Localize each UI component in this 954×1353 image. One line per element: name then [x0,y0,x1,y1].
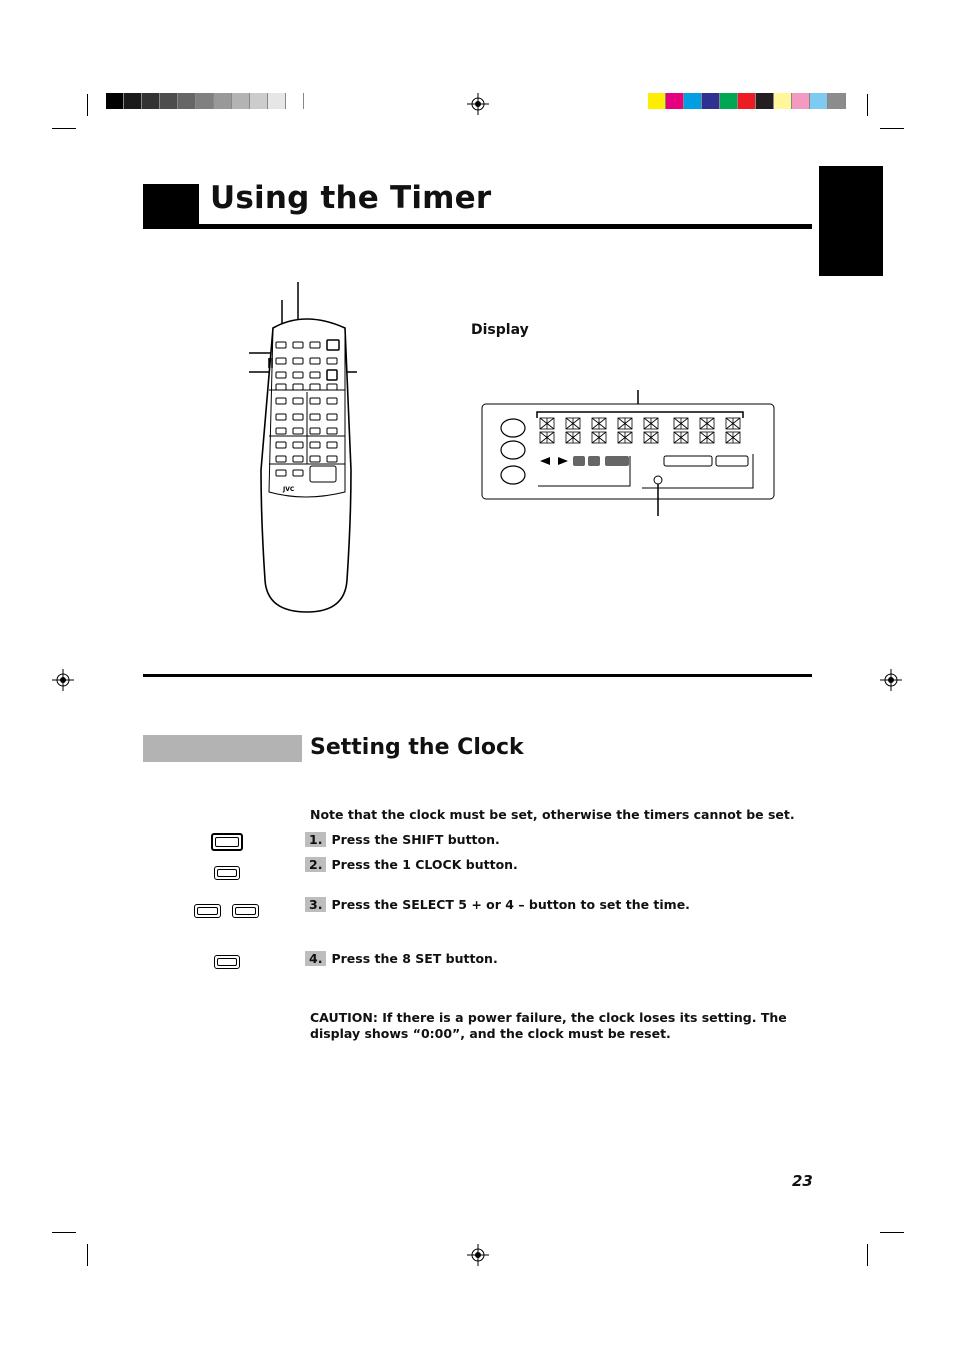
select-plus-button-icon [194,904,221,918]
section-title: Setting the Clock [310,735,524,760]
color-swatch [666,93,684,109]
registration-target-icon [880,669,902,691]
color-swatch [720,93,738,109]
step-number: 1. [305,832,326,847]
color-swatch [160,93,178,109]
title-rule [143,224,812,229]
color-swatch [142,93,160,109]
crop-mark [880,1232,904,1233]
color-swatch [214,93,232,109]
color-swatch [756,93,774,109]
color-swatch [196,93,214,109]
crop-mark [880,128,904,129]
step-number: 2. [305,857,326,872]
color-swatch [774,93,792,109]
display-panel-illustration [480,388,780,520]
color-swatch [702,93,720,109]
registration-target-icon [467,1244,489,1266]
step-number: 4. [305,951,326,966]
caution-note: CAUTION: If there is a power failure, the clock loses its setting. The display shows “0:00”, and the clock must be reset. [310,1010,787,1041]
step-text: Press the 1 CLOCK button. [331,857,518,872]
section-divider [143,674,812,677]
page-title: Using the Timer [210,180,492,216]
remote-control-illustration [245,280,360,620]
color-swatch [792,93,810,109]
section-title-block [143,735,302,762]
color-swatch [684,93,702,109]
grayscale-registration-bar [106,93,304,109]
color-swatch [124,93,142,109]
crop-mark [867,94,868,116]
step-number: 3. [305,897,326,912]
remote-brand-logo: JVC [283,486,295,493]
step-text: Press the SHIFT button. [331,832,500,847]
color-swatch [178,93,196,109]
color-swatch [738,93,756,109]
color-swatch [106,93,124,109]
select-minus-button-icon [232,904,259,918]
color-registration-bar [648,93,846,109]
step-3 [305,897,690,912]
display-label: Display [471,322,529,338]
registration-target-icon [52,669,74,691]
crop-mark [52,128,76,129]
shift-button-icon [211,833,243,851]
crop-mark [867,1244,868,1266]
color-swatch [828,93,846,109]
set-button-icon [214,955,240,969]
step-4 [305,951,498,966]
color-swatch [250,93,268,109]
color-swatch [286,93,304,109]
intro-note: Note that the clock must be set, otherwise the timers cannot be set. [310,807,795,822]
crop-mark [52,1232,76,1233]
crop-mark [87,1244,88,1266]
clock-button-icon [214,866,240,880]
crop-mark [87,94,88,116]
registration-target-icon [467,93,489,115]
title-block [143,184,199,224]
color-swatch [232,93,250,109]
step-text: Press the SELECT 5 + or 4 – button to set the time. [331,897,690,912]
page-number: 23 [792,1172,813,1190]
color-swatch [810,93,828,109]
step-1 [305,832,500,847]
color-swatch [648,93,666,109]
step-2 [305,857,518,872]
color-swatch [268,93,286,109]
step-text: Press the 8 SET button. [331,951,498,966]
language-tab [819,166,883,276]
